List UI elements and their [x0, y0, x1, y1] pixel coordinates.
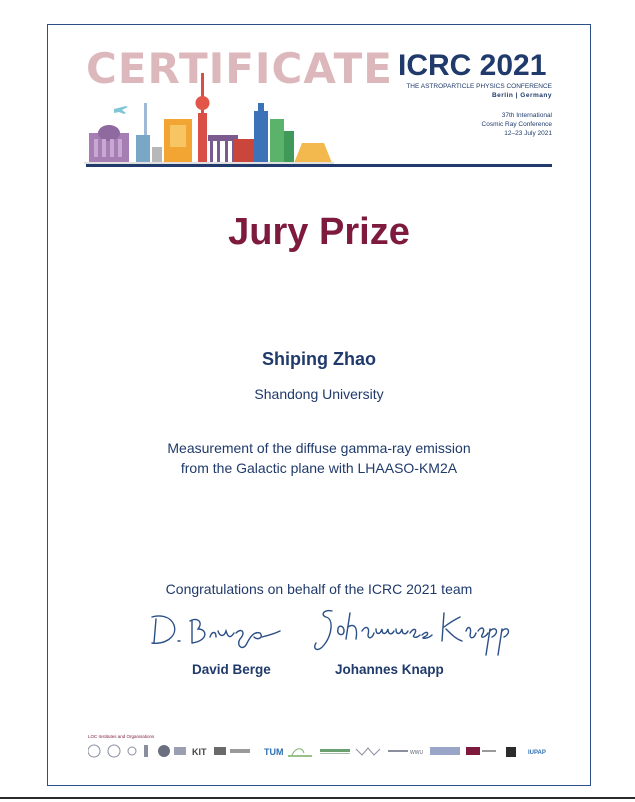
logo-wwu: WWU — [410, 750, 424, 756]
edition-line-2: Cosmic Ray Conference — [481, 121, 552, 128]
certificate-card — [47, 24, 591, 786]
conference-dates: 12–23 July 2021 — [504, 130, 552, 137]
certificate-title: CERTIFICATE — [86, 44, 393, 93]
conference-edition — [482, 111, 552, 138]
logo-tum: TUM — [264, 747, 284, 757]
signatory-name-2: Johannes Knapp — [335, 662, 444, 677]
institution-logos-strip — [88, 743, 558, 759]
conference-name: ICRC 2021 — [398, 49, 547, 82]
page-bottom-border — [0, 797, 635, 799]
header-divider — [86, 164, 552, 167]
recipient-name: Shiping Zhao — [262, 349, 376, 369]
award-title: Jury Prize — [228, 211, 410, 253]
conference-subtitle: THE ASTROPARTICLE PHYSICS CONFERENCE — [406, 83, 552, 90]
signatory-name-1: David Berge — [192, 662, 271, 677]
recipient-affiliation: Shandong University — [254, 386, 384, 402]
edition-line-1: 37th International — [501, 112, 552, 119]
talk-title-line-2: from the Galactic plane with LHAASO-KM2A — [180, 460, 458, 476]
logo-kit: KIT — [192, 747, 207, 757]
talk-title — [48, 438, 590, 478]
loc-institutes-heading: LOC Institutes and Organisations — [88, 734, 155, 739]
talk-title-line-1: Measurement of the diffuse gamma-ray emission — [167, 440, 471, 456]
logo-iupap: IUPAP — [528, 750, 546, 756]
congratulations-text: Congratulations on behalf of the ICRC 2021 team — [165, 581, 473, 597]
johannes-knapp-signature — [310, 605, 530, 657]
conference-location: Berlin | Germany — [491, 92, 552, 99]
david-berge-signature — [146, 611, 286, 655]
